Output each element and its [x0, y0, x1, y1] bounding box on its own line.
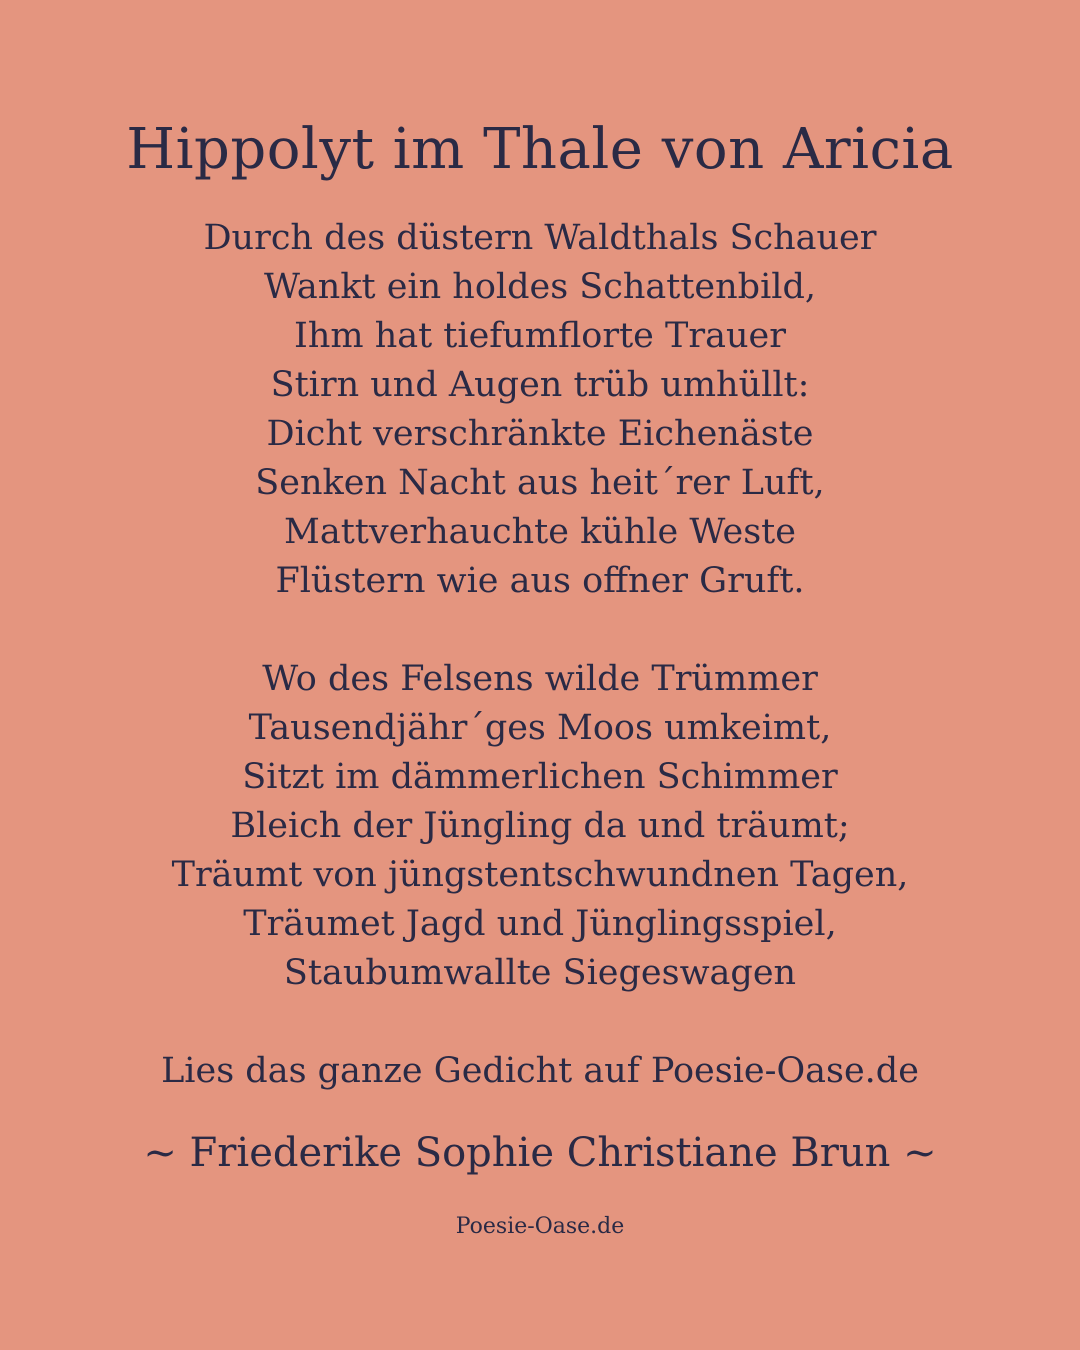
poem-line: Sitzt im dämmerlichen Schimmer [242, 757, 838, 797]
poem-line: Ihm hat tiefumflorte Trauer [294, 316, 786, 356]
poem-line: Dicht verschränkte Eichenäste [266, 414, 814, 454]
poem-line: Wo des Felsens wilde Trümmer [262, 659, 818, 699]
poem-line: Flüstern wie aus offner Gruft. [275, 561, 805, 601]
poem-line: Träumet Jagd und Jünglingsspiel, [243, 904, 837, 944]
poem-line: Senken Nacht aus heit´rer Luft, [255, 463, 825, 503]
poem-line: Stirn und Augen trüb umhüllt: [270, 365, 810, 405]
poem-line: Träumt von jüngstentschwundnen Tagen, [171, 855, 909, 895]
poem-line: Mattverhauchte kühle Weste [284, 512, 796, 552]
stanza-2 [0, 655, 1080, 998]
poem-line: Tausendjähr´ges Moos umkeimt, [248, 708, 832, 748]
poem-line: Bleich der Jüngling da und träumt; [230, 806, 850, 846]
stanza-1 [0, 214, 1080, 606]
poem-line: Wankt ein holdes Schattenbild, [263, 267, 817, 307]
poem-title: Hippolyt im Thale von Aricia [126, 117, 954, 182]
poem-line: Durch des düstern Waldthals Schauer [203, 218, 877, 258]
site-watermark: Poesie-Oase.de [455, 1214, 625, 1239]
poem-line: Staubumwallte Siegeswagen [283, 953, 797, 993]
author-name: ~ Friederike Sophie Christiane Brun ~ [143, 1130, 937, 1176]
read-full-poem-text: Lies das ganze Gedicht auf Poesie-Oase.de [161, 1051, 919, 1091]
